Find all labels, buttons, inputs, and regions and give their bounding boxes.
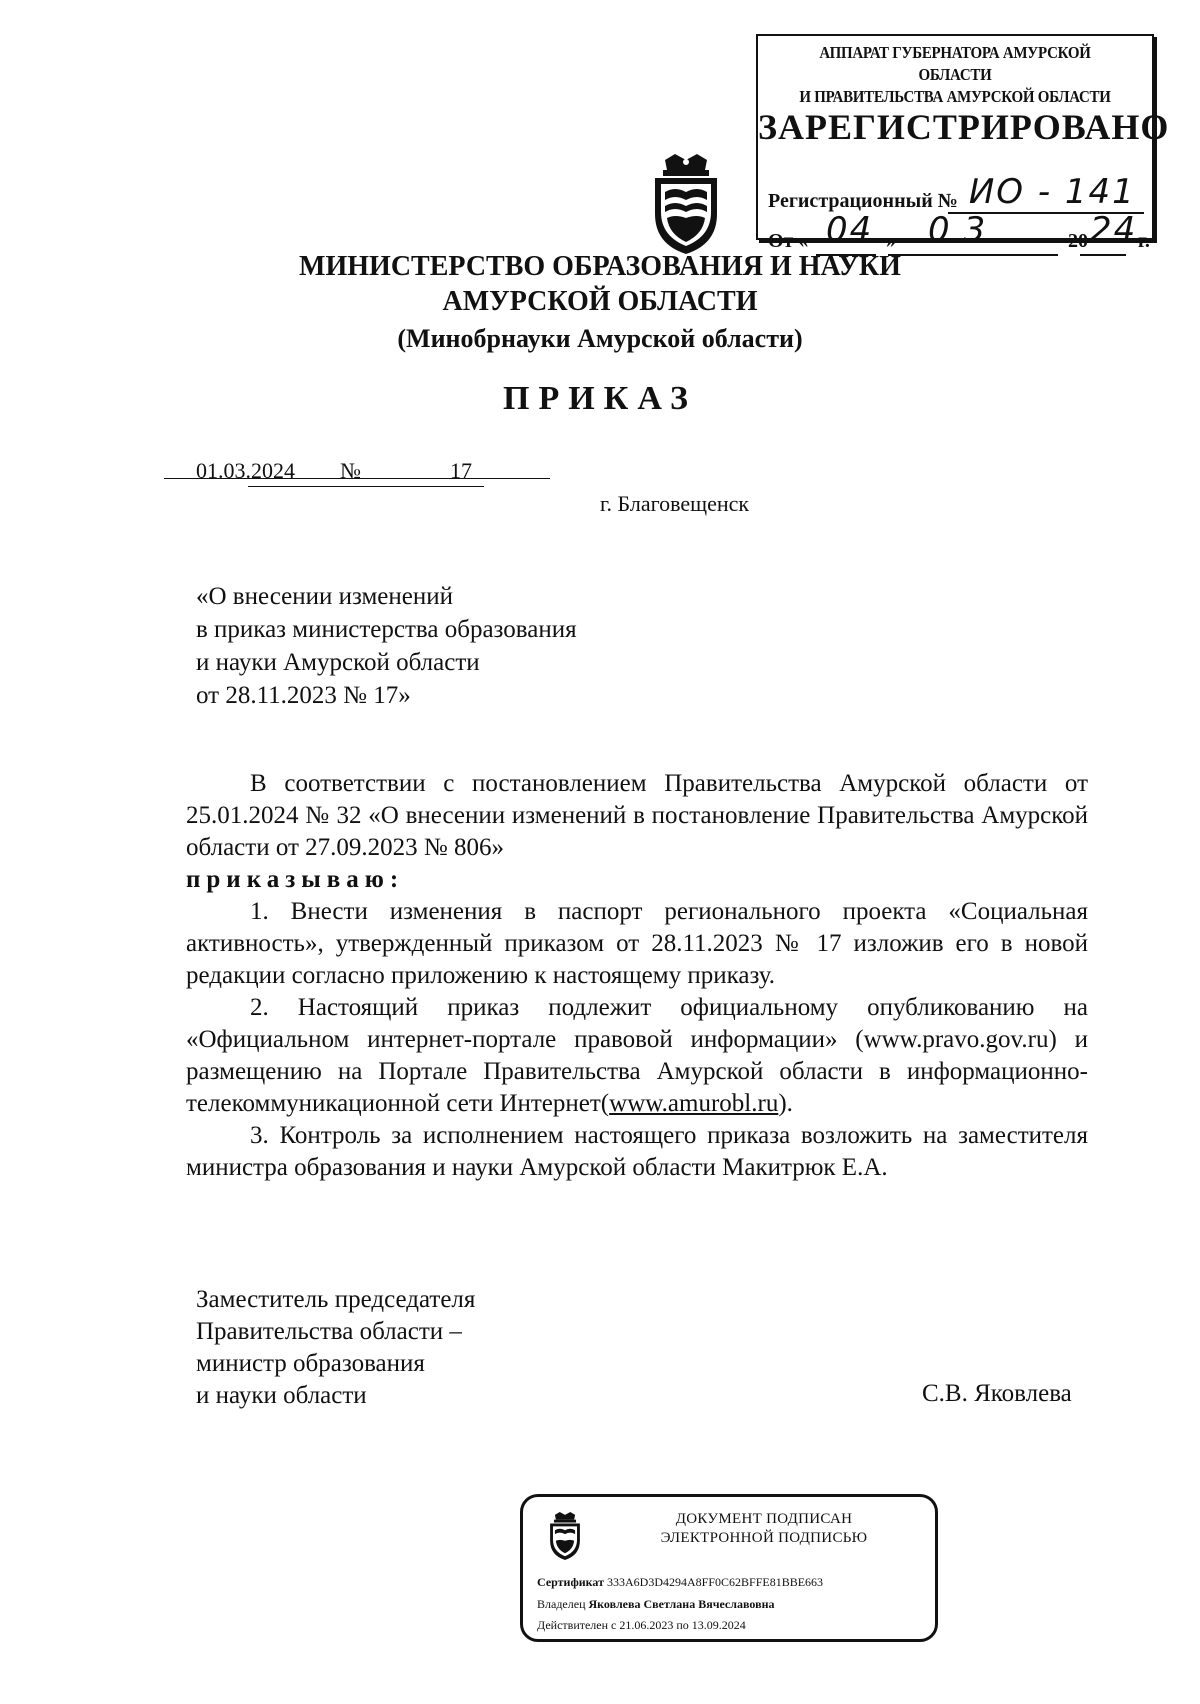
order-item-2 <box>186 992 1088 1120</box>
document-body <box>186 768 1088 1184</box>
stamp-org-line2: И ПРАВИТЕЛЬСТВА АМУРСКОЙ ОБЛАСТИ <box>799 87 1111 106</box>
esign-valid-label: Действителен с <box>537 1618 617 1632</box>
stamp-year-prefix: 20 <box>1068 230 1088 252</box>
esign-owner-label: Владелец <box>537 1597 586 1611</box>
stamp-reg-number: ИО - 141 <box>968 172 1136 212</box>
preamble-paragraph: В соответствии с постановлением Правительства Амурской области от 25.01.2024 № 32 «О внесении изменений в постановление Правительства Амурской области от 27.09.2023 № 806» <box>186 770 1088 861</box>
order-word: приказываю: <box>186 866 405 893</box>
document-city: г. Благовещенск <box>600 491 750 516</box>
esign-cert-label: Сертификат <box>537 1575 604 1589</box>
stamp-year-end: г. <box>1138 230 1150 252</box>
document-type: ПРИКАЗ <box>503 380 697 417</box>
signer-position-line: Заместитель председателя <box>196 1286 476 1313</box>
esign-certificate <box>537 1575 823 1590</box>
order-item-2-text: 2. Настоящий приказ подлежит официальному опубликованию на «Официальном интернет-портале правовой информации» (www.pravo.gov.ru) и размещению на Портале Правительства Амурской области в информационно-телекоммуникационной сети Интернет( <box>186 994 1088 1117</box>
signer-position-line: Правительства области – <box>196 1318 462 1345</box>
document-number-label: № <box>340 458 361 483</box>
order-item-2-end: ). <box>778 1090 793 1117</box>
document-subject <box>196 580 577 712</box>
electronic-signature-stamp <box>520 1494 938 1642</box>
stamp-day: 04 <box>826 210 874 250</box>
subject-line: и науки Амурской области <box>196 649 480 676</box>
stamp-year-suffix: 24 <box>1090 210 1138 250</box>
subject-line: «О внесении изменений <box>196 583 454 610</box>
esign-valid-to: 13.09.2024 <box>691 1618 746 1632</box>
date-number-underline-2 <box>248 486 484 487</box>
amurobl-link[interactable]: www.amurobl.ru <box>609 1090 779 1117</box>
subject-line: в приказ министерства образования <box>196 616 577 643</box>
esign-owner <box>537 1597 775 1612</box>
esign-valid-to-label: по <box>676 1618 689 1632</box>
esign-title-line2: ЭЛЕКТРОННОЙ ПОДПИСЬЮ <box>660 1530 868 1546</box>
coat-of-arms-small-icon <box>545 1511 585 1561</box>
esign-title-line1: ДОКУМЕНТ ПОДПИСАН <box>675 1511 853 1527</box>
order-item-3: 3. Контроль за исполнением настоящего приказа возложить на заместителя министра образования и науки Амурской области Макитрюк Е.А. <box>186 1122 1088 1181</box>
stamp-title: ЗАРЕГИСТРИРОВАНО <box>758 107 1170 147</box>
signer-position-line: и науки области <box>196 1382 367 1409</box>
esign-owner-value: Яковлева Светлана Вячеславовна <box>588 1597 775 1611</box>
stamp-reg-label: Регистрационный № <box>768 190 958 212</box>
stamp-day-close: » <box>886 230 896 252</box>
registration-stamp <box>756 34 1170 252</box>
stamp-org-line1: АППАРАТ ГУБЕРНАТОРА АМУРСКОЙ ОБЛАСТИ <box>819 43 1091 84</box>
stamp-date-prefix: От « <box>768 230 809 252</box>
signer-name: С.В. Яковлева <box>922 1380 1072 1407</box>
ministry-name-line2: АМУРСКОЙ ОБЛАСТИ <box>442 286 758 317</box>
document-date: 01.03.2024 <box>196 458 295 483</box>
esign-validity <box>537 1618 746 1633</box>
ministry-short-name: (Минобрнауки Амурской области) <box>397 324 803 353</box>
order-item-1: 1. Внести изменения в паспорт регионального проекта «Социальная активность», утвержденный приказом от 28.11.2023 № 17 изложив его в новой редакции согласно приложению к настоящему приказу. <box>186 898 1088 989</box>
ministry-name-line1: МИНИСТЕРСТВО ОБРАЗОВАНИЯ И НАУКИ <box>299 251 901 282</box>
esign-valid-from: 21.06.2023 <box>619 1618 674 1632</box>
signer-position <box>196 1284 475 1412</box>
stamp-organization <box>782 42 1129 108</box>
amur-coat-of-arms-icon <box>645 152 727 256</box>
subject-line: от 28.11.2023 № 17» <box>196 682 411 709</box>
date-number-underline <box>164 478 550 479</box>
signer-position-line: министр образования <box>196 1350 425 1377</box>
esign-cert-value: 333A6D3D4294A8FF0C62BFFE81BBE663 <box>607 1575 824 1589</box>
document-number: 17 <box>450 458 472 483</box>
stamp-month: 03 <box>928 210 1000 250</box>
